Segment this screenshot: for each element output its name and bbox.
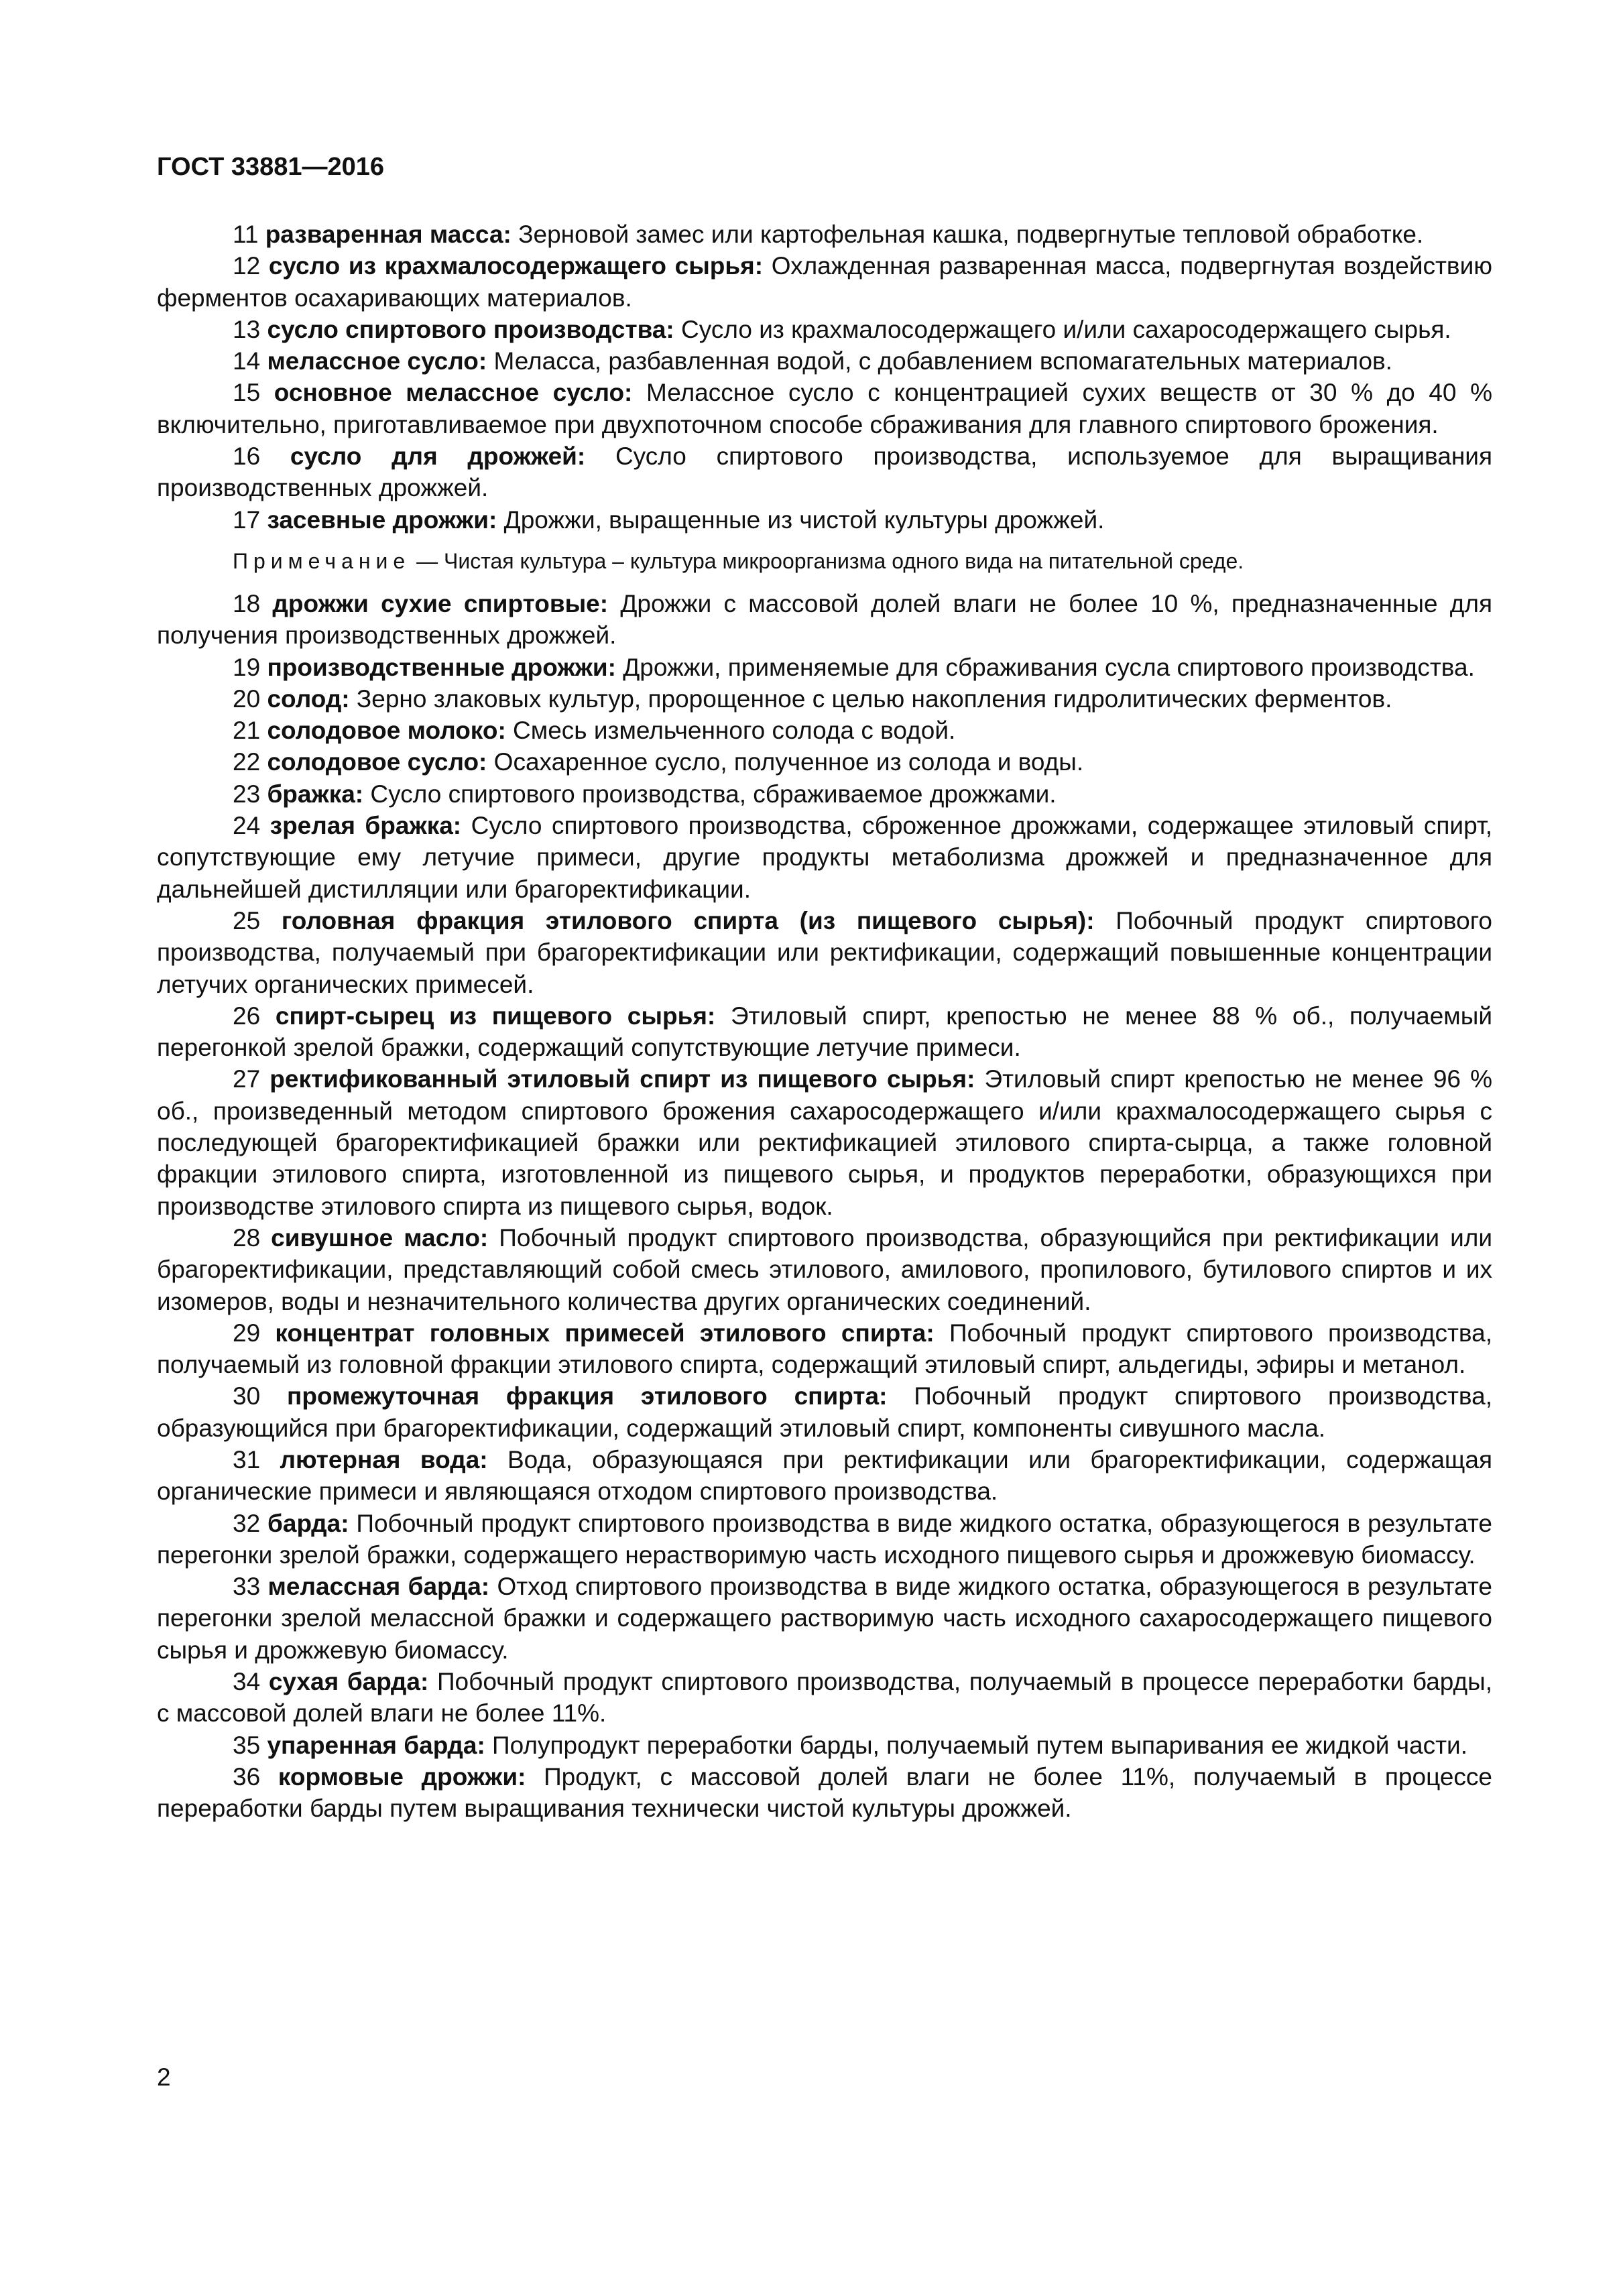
term-definition: Охлажденная разваренная масса, подвергнутая воздействию ферментов осахаривающих материалов.	[157, 252, 1493, 312]
term-definition: Отход спиртового производства в виде жидкого остатка, образующегося в результате перегонки зрелой мелассной бражки и содержащего растворимую часть исходного сахаросодержащего пищевого сырья и дрожжевую биомассу.	[157, 1573, 1492, 1664]
term-definition: Побочный продукт спиртового производства, получаемый в процессе переработки барды, с массовой долей влаги не более 11%.	[157, 1668, 1492, 1728]
term-entry	[157, 1571, 1492, 1666]
term-entry	[157, 778, 1492, 810]
term-entry	[157, 1508, 1492, 1571]
term-number: 18	[233, 589, 273, 617]
term-name: кормовые дрожжи:	[278, 1762, 526, 1791]
term-number: 11	[233, 221, 265, 248]
term-entry	[157, 345, 1492, 377]
term-definition: Мелассное сусло с концентрацией сухих веществ от 30 % до 40 % включительно, приготавливаемое при двухпоточном способе сбраживания для главного спиртового брожения.	[157, 379, 1493, 438]
term-definition: Полупродукт переработки барды, получаемый путем выпаривания ее жидкой части.	[485, 1731, 1467, 1759]
document-body	[157, 219, 1492, 1825]
term-definition: Сусло из крахмалосодержащего и/или сахаросодержащего сырья.	[674, 315, 1451, 343]
term-number: 32	[233, 1509, 268, 1537]
term-number: 27	[233, 1065, 270, 1093]
term-name: сусло из крахмалосодержащего сырья:	[268, 252, 764, 280]
term-number: 20	[233, 684, 267, 713]
term-entry	[157, 588, 1492, 652]
term-number: 29	[233, 1319, 276, 1347]
term-definition: Зерно злаковых культур, пророщенное с целью накопления гидролитических ферментов.	[349, 684, 1392, 713]
term-entry	[157, 905, 1492, 1000]
term-number: 19	[233, 653, 267, 681]
term-definition: Побочный продукт спиртового производства, получаемый из головной фракции этилового спирта, содержащий этиловый спирт, альдегиды, эфиры и метанол.	[157, 1319, 1493, 1379]
term-entry	[157, 250, 1492, 314]
term-number: 16	[233, 442, 290, 471]
term-number: 14	[233, 347, 267, 375]
term-name: солодовое сусло:	[267, 748, 487, 776]
term-number: 17	[233, 505, 267, 534]
term-definition: Меласса, разбавленная водой, с добавлением вспомагательных материалов.	[487, 347, 1392, 375]
term-name: дрожжи сухие спиртовые:	[272, 589, 609, 617]
term-number: 33	[233, 1573, 268, 1601]
term-number: 21	[233, 717, 267, 745]
term-list-a	[157, 219, 1492, 536]
term-entry	[157, 314, 1492, 345]
term-entry	[157, 1063, 1492, 1221]
term-definition: Побочный продукт спиртового производства, образующийся при ректификации или брагоректификации, представляющий собой смесь этилового, амилового, пропилового, бутилового спиртов и их изомеров, воды и незначительного количества других органических соединений.	[157, 1223, 1493, 1315]
term-list-b	[157, 588, 1492, 1825]
term-name: ректификованный этиловый спирт из пищевого сырья:	[269, 1065, 975, 1093]
term-number: 25	[233, 906, 282, 934]
term-name: засевные дрожжи:	[267, 505, 497, 534]
term-name: сусло спиртового производства:	[267, 315, 674, 343]
term-definition: Сусло спиртового производства, сброженное дрожжами, содержащее этиловый спирт, сопутствующие ему летучие примеси, другие продукты метаболизма дрожжей и предназначенное для дальнейшей дистилляции или брагоректификации.	[157, 812, 1492, 903]
term-entry	[157, 715, 1492, 746]
term-definition: Этиловый спирт, крепостью не менее 88 % об., получаемый перегонкой зрелой бражки, содержащий сопутствующие летучие примеси.	[157, 1002, 1492, 1062]
term-number: 35	[233, 1731, 267, 1759]
term-number: 22	[233, 748, 267, 776]
term-name: основное мелассное сусло:	[274, 379, 633, 407]
term-name: промежуточная фракция этилового спирта:	[287, 1382, 888, 1410]
term-name: сивушное масло:	[271, 1223, 489, 1252]
term-entry	[157, 746, 1492, 778]
term-entry	[157, 1444, 1492, 1508]
term-name: сухая барда:	[268, 1668, 429, 1696]
term-number: 26	[233, 1002, 276, 1030]
term-definition: Сусло спиртового производства, используемое для выращивания производственных дрожжей.	[157, 442, 1492, 502]
term-name: производственные дрожжи:	[267, 653, 616, 681]
term-entry	[157, 440, 1492, 504]
term-number: 34	[233, 1668, 269, 1696]
term-name: спирт-сырец из пищевого сырья:	[275, 1002, 716, 1030]
term-name: лютерная вода:	[280, 1445, 488, 1473]
term-name: мелассная барда:	[267, 1573, 490, 1601]
term-name: головная фракция этилового спирта (из пищевого сырья):	[281, 906, 1095, 934]
term-definition: Зерновой замес или картофельная кашка, подвергнутые тепловой обработке.	[511, 221, 1424, 248]
term-name: концентрат головных примесей этилового спирта:	[275, 1319, 935, 1347]
term-number: 13	[233, 315, 267, 343]
term-name: сусло для дрожжей:	[290, 442, 586, 471]
term-definition: Дрожжи, применяемые для сбраживания сусла спиртового производства.	[615, 653, 1475, 681]
term-name: зрелая бражка:	[269, 812, 462, 840]
term-name: солод:	[267, 684, 350, 713]
term-name: барда:	[267, 1509, 349, 1537]
term-number: 28	[233, 1223, 272, 1252]
note	[157, 545, 1492, 577]
note-label: Примечание	[233, 548, 411, 573]
term-definition: Дрожжи, выращенные из чистой культуры дрожжей.	[497, 505, 1105, 534]
term-entry	[157, 810, 1492, 905]
term-definition: Этиловый спирт крепостью не менее 96 % об., произведенный методом спиртового брожения сахаросодержащего и/или крахмалосодержащего сырья с последующей брагоректификацией бражки или ректификацией этилового спирта-сырца, а также головной фракции этилового спирта, изготовленной из пищевого сырья, и продуктов переработки, образующихся при производстве этилового спирта из пищевого сырья, водок.	[157, 1065, 1493, 1220]
term-name: бражка:	[267, 780, 364, 808]
term-definition: Осахаренное сусло, полученное из солода и воды.	[487, 748, 1084, 776]
term-number: 23	[233, 780, 267, 808]
term-entry	[157, 377, 1492, 440]
term-number: 30	[233, 1382, 287, 1410]
term-definition: Дрожжи с массовой долей влаги не более 10 %, предназначенные для получения производственных дрожжей.	[157, 589, 1492, 650]
term-definition: Сусло спиртового производства, сбраживаемое дрожжами.	[363, 780, 1057, 808]
term-definition: Побочный продукт спиртового производства в виде жидкого остатка, образующегося в результате перегонки зрелой бражки, содержащего нерастворимую часть исходного пищевого сырья и дрожжевую биомассу.	[157, 1509, 1492, 1569]
term-name: солодовое молоко:	[267, 717, 506, 745]
term-number: 12	[233, 252, 269, 280]
term-number: 36	[233, 1762, 278, 1791]
term-definition: Вода, образующаяся при ректификации или брагоректификации, содержащая органические примеси и являющаяся отходом спиртового производства.	[157, 1445, 1492, 1506]
term-definition: Смесь измельченного солода с водой.	[505, 717, 956, 745]
term-name: разваренная масса:	[265, 221, 512, 248]
term-definition: Продукт, с массовой долей влаги не более 11%, получаемый в процессе переработки барды путем выращивания технически чистой культуры дрожжей.	[157, 1762, 1492, 1823]
page-number: 2	[157, 2063, 171, 2091]
term-entry	[157, 1730, 1492, 1761]
document-header: ГОСТ 33881—2016	[157, 153, 385, 181]
term-entry	[157, 219, 1492, 250]
term-entry	[157, 1761, 1492, 1825]
term-definition: Побочный продукт спиртового производства, получаемый при брагоректификации или ректификации, содержащий повышенные концентрации летучих органических примесей.	[157, 906, 1492, 998]
term-entry	[157, 1317, 1492, 1381]
term-name: мелассное сусло:	[267, 347, 487, 375]
term-entry	[157, 1666, 1492, 1730]
term-entry	[157, 1380, 1492, 1444]
term-definition: Побочный продукт спиртового производства, образующийся при брагоректификации, содержащий этиловый спирт, компоненты сивушного масла.	[157, 1382, 1492, 1442]
term-number: 24	[233, 812, 270, 840]
note-text: — Чистая культура – культура микроорганизма одного вида на питательной среде.	[410, 548, 1244, 573]
term-entry	[157, 504, 1492, 536]
term-entry	[157, 652, 1492, 683]
term-number: 15	[233, 379, 274, 407]
term-number: 31	[233, 1445, 280, 1473]
term-name: упаренная барда:	[267, 1731, 485, 1759]
term-entry	[157, 683, 1492, 715]
term-entry	[157, 1222, 1492, 1317]
term-entry	[157, 1000, 1492, 1064]
